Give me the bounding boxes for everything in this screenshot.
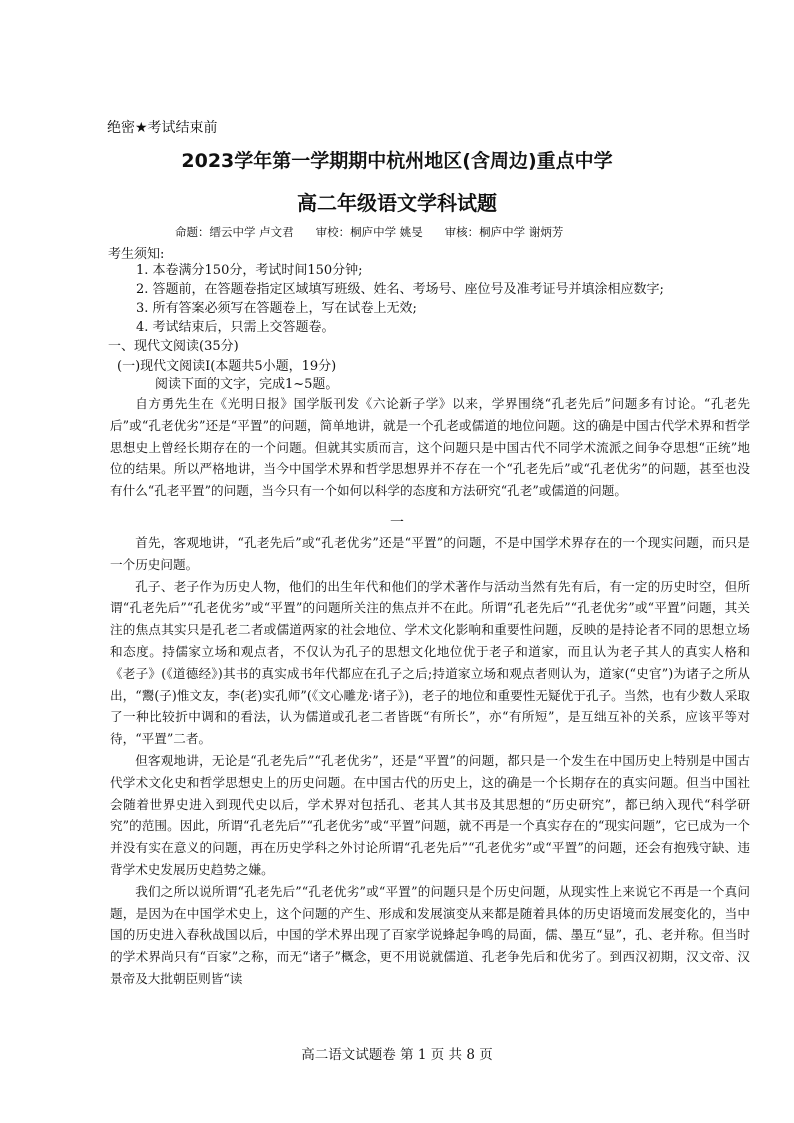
exam-title: 2023学年第一学期期中杭州地区(含周边)重点中学 [181, 150, 613, 172]
notice-title: 考生须知: [108, 247, 165, 262]
article-intro [110, 393, 750, 502]
notice-item: 3. 所有答案必须写在答题卷上，写在试卷上无效; [136, 301, 417, 316]
body-paragraph: 但客观地讲，无论是“孔老先后”“孔老优劣”，还是“平置”的问题，都只是一个发生在中国历史上特别是中国古代学术文化史和哲学思想史上的历史问题。在中国古代的历史上，这的确是一个长期存在的真实问题。但当中国社会随着世界史进入到现代史以后，学术界对包括孔、老其人其书及其思想的“历史研究”，都已纳入现代“科学研究”的范围。因此，所谓“孔老先后”“孔老优劣”或“平置”问题，就不再是一个真实存在的“现实问题”，它已成为一个并没有实在意义的问题，再在历史学科之外讨论所谓“孔老先后”“孔老优劣”或“平置”的问题，还会有抱残守缺、违背学术史发展历史趋势之嫌。 [110, 752, 750, 877]
intro-paragraph: 自方勇先生在《光明日报》国学版刊发《六论新子学》以来，学界围绕“孔老先后”问题多有讨论。“孔老先后”或“孔老优劣”还是“平置”的问题，简单地讲，就是一个孔老或儒道的地位问题。这的确是中国古代学术界和哲学思想史上曾经长期存在的一个问题。但就其实质而言，这个问题只是中国古代不同学术流派之间争夺思想“正统”地位的结果。所以严格地讲，当今中国学术界和哲学思想界并不存在一个“孔老先后”或“孔老优劣”的问题，甚至也没有什么“孔老平置”的问题，当今只有一个如何以科学的态度和方法研究“孔老”或儒道的问题。 [110, 396, 750, 499]
notice-item: 2. 答题前，在答题卷指定区域填写班级、姓名、考场号、座位号及准考证号并填涂相应数字; [136, 282, 664, 297]
reading-instruction: 阅读下面的文字，完成1~5题。 [155, 377, 339, 392]
exam-subtitle: 高二年级语文学科试题 [297, 191, 497, 215]
page-footer: 高二语文试题卷 第 1 页 共 8 页 [301, 1047, 493, 1063]
confidential-label: 绝密★考试结束前 [107, 120, 218, 136]
body-paragraph: 我们之所以说所谓“孔老先后”“孔老优劣”或“平置”的问题只是个历史问题，从现实性上来说它不再是一个真问题，是因为在中国学术史上，这个问题的产生、形成和发展演变从来都是随着具体的历史语境而发展变化的，当中国的历史进入春秋战国以后，中国的学术界出现了百家学说蜂起争鸣的局面，儒、墨互“显”，孔、老并称。但当时的学术界尚只有“百家”之称，而无“诸子”概念，更不用说就儒道、孔老争先后和优劣了。到西汉初期，汉文帝、汉景帝及大批朝臣则皆“读 [110, 883, 750, 986]
part-number: 一 [390, 515, 404, 531]
section-title: 一、现代文阅读(35分) [108, 339, 239, 354]
notice-list [136, 261, 664, 337]
body-paragraph: 首先，客观地讲，“孔老先后”或“孔老优劣”还是“平置”的问题，不是中国学术界存在的一个现实问题，而只是一个历史问题。 [110, 535, 750, 572]
article-body [110, 532, 750, 990]
notice-item: 1. 本卷满分150分，考试时间150分钟; [136, 263, 363, 278]
author-line: 命题：缙云中学 卢文君 审校：桐庐中学 姚旻 审核：桐庐中学 谢炳芳 [175, 225, 564, 239]
subsection-title: (一)现代文阅读Ⅰ(本题共5小题，19分) [117, 359, 337, 374]
notice-item: 4. 考试结束后，只需上交答题卷。 [136, 320, 335, 335]
body-paragraph: 孔子、老子作为历史人物，他们的出生年代和他们的学术著作与活动当然有先有后，有一定的历史时空，但所谓“孔老先后”“孔老优劣”或“平置”的问题所关注的焦点并不在此。所谓“孔老先后”“孔老优劣”或“平置”问题，其关注的焦点其实只是孔老二者或儒道两家的社会地位、学术文化影响和重要性问题，反映的是持论者不同的思想立场和态度。持儒家立场和观点者，不仅认为孔子的思想文化地位优于老子和道家，而且认为老子其人的真实人格和《老子》(《道德经》)其书的真实成书年代都应在孔子之后;持道家立场和观点者则认为，道家(“史官”)为诸子之所从出，“鬻(子)惟文友，李(老)实孔师”(《文心雕龙·诸子》)，老子的地位和重要性无疑优于孔子。当然，也有少数人采取了一种比较折中调和的看法，认为儒道或孔老二者皆既“有所长”，亦“有所短”，是互绌互补的关系，应该平等对待，“平置”二者。 [110, 578, 750, 747]
